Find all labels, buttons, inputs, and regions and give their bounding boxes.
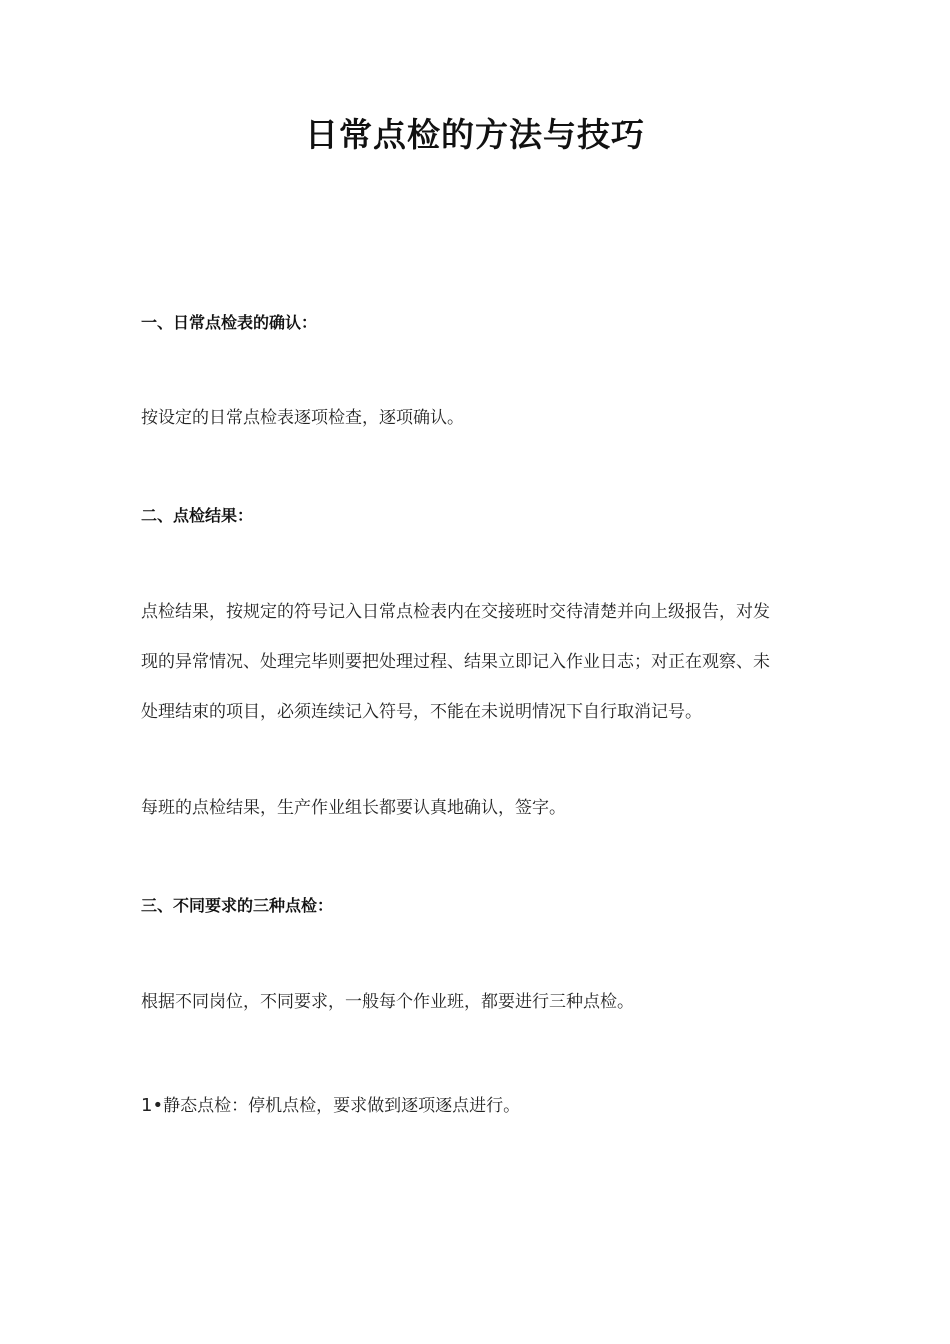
section-2-para-1-line-1: 点检结果，按规定的符号记入日常点检表内在交接班时交待清楚并向上级报告，对发 [141,602,770,622]
section-3-body: 根据不同岗位，不同要求，一般每个作业班，都要进行三种点检。 [141,992,634,1012]
list-item-1 [141,1094,831,1118]
section-heading-1: 一、日常点检表的确认： [141,313,318,332]
section-2-para-1-line-3: 处理结束的项目，必须连续记入符号，不能在未说明情况下自行取消记号。 [141,702,702,722]
list-item-1-text: 静态点检：停机点检，要求做到逐项逐点进行。 [163,1096,521,1116]
list-item-1-number: 1• [141,1095,164,1116]
section-1-body: 按设定的日常点检表逐项检查，逐项确认。 [141,408,464,428]
section-heading-2: 二、点检结果： [141,506,254,525]
document-title: 日常点检的方法与技巧 [305,115,645,154]
section-2-para-2: 每班的点检结果，生产作业组长都要认真地确认，签字。 [141,798,566,818]
section-heading-3: 三、不同要求的三种点检： [141,896,334,915]
section-2-para-1-line-2: 现的异常情况、处理完毕则要把处理过程、结果立即记入作业日志；对正在观察、未 [141,652,770,672]
